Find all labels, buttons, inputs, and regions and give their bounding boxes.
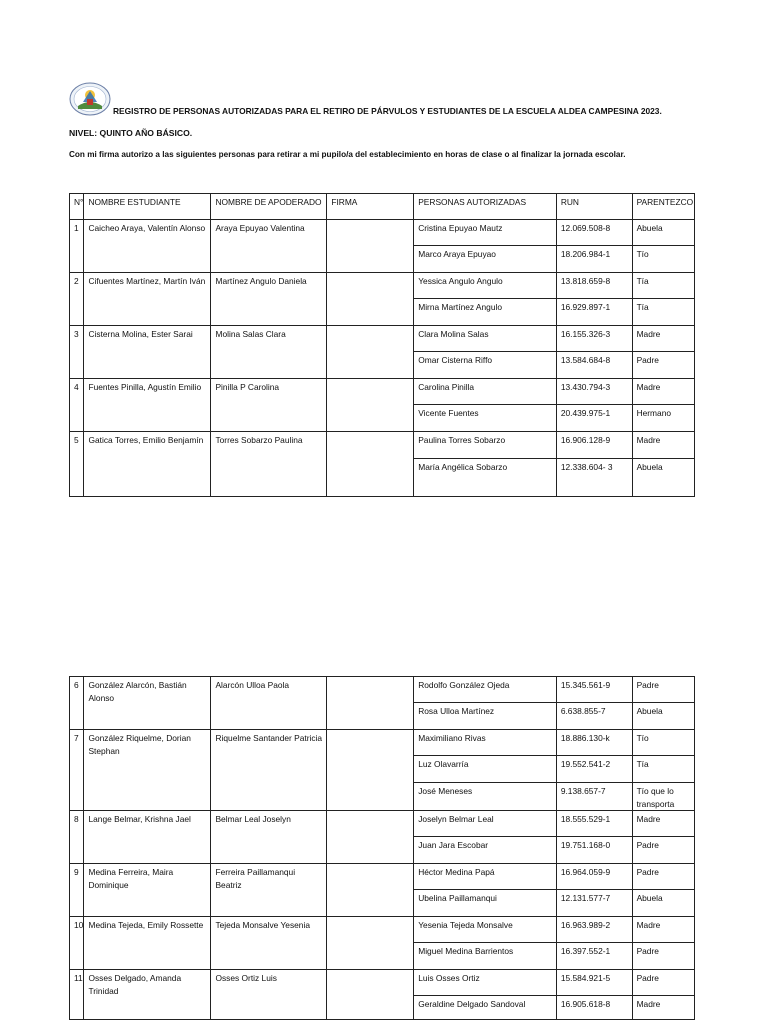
authorized-person-cell: Maximiliano Rivas xyxy=(414,730,557,756)
authorized-person-cell: Rodolfo González Ojeda xyxy=(414,677,557,703)
relationship-cell: Tía xyxy=(632,299,694,326)
column-header: PERSONAS AUTORIZADAS xyxy=(414,194,557,220)
signature-cell[interactable] xyxy=(327,220,414,273)
guardian-name-cell: Torres Sobarzo Paulina xyxy=(211,432,327,497)
run-cell: 19.751.168-0 xyxy=(556,837,632,864)
relationship-cell: Madre xyxy=(632,917,694,943)
run-cell: 18.206.984-1 xyxy=(556,246,632,273)
authorized-person-cell: Marco Araya Epuyao xyxy=(414,246,557,273)
signature-cell[interactable] xyxy=(327,864,414,917)
student-name-cell: Medina Ferreira, Maira Dominique xyxy=(84,864,211,917)
table-header-row xyxy=(70,194,695,220)
relationship-cell: Padre xyxy=(632,970,694,996)
column-header: PARENTEZCO xyxy=(632,194,694,220)
signature-cell[interactable] xyxy=(327,730,414,811)
guardian-name-cell: Martínez Angulo Daniela xyxy=(211,273,327,326)
student-name-cell: Cisterna Molina, Ester Sarai xyxy=(84,326,211,379)
column-header: NOMBRE ESTUDIANTE xyxy=(84,194,211,220)
authorization-table-page1 xyxy=(69,193,695,497)
authorized-person-cell: Carolina Pinilla xyxy=(414,379,557,405)
authorized-person-cell: Héctor Medina Papá xyxy=(414,864,557,890)
guardian-name-cell: Belmar Leal Joselyn xyxy=(211,811,327,864)
run-cell: 12.069.508-8 xyxy=(556,220,632,246)
run-cell: 13.818.659-8 xyxy=(556,273,632,299)
authorized-person-cell: José Meneses xyxy=(414,783,557,811)
row-number-cell: 10 xyxy=(70,917,84,970)
row-number-cell: 9 xyxy=(70,864,84,917)
grade-level: NIVEL: QUINTO AÑO BÁSICO. xyxy=(69,128,193,138)
relationship-cell: Madre xyxy=(632,432,694,459)
authorized-person-cell: Mirna Martínez Angulo xyxy=(414,299,557,326)
signature-cell[interactable] xyxy=(327,326,414,379)
signature-cell[interactable] xyxy=(327,677,414,730)
guardian-name-cell: Pinilla P Carolina xyxy=(211,379,327,432)
relationship-cell: Abuela xyxy=(632,459,694,497)
run-cell: 9.138.657-7 xyxy=(556,783,632,811)
table-row xyxy=(70,730,695,756)
student-name-cell: Osses Delgado, Amanda Trinidad xyxy=(84,970,211,1020)
authorized-person-cell: Clara Molina Salas xyxy=(414,326,557,352)
table-row xyxy=(70,432,695,459)
run-cell: 13.430.794-3 xyxy=(556,379,632,405)
school-crest-icon xyxy=(69,82,111,116)
authorized-person-cell: Cristina Epuyao Mautz xyxy=(414,220,557,246)
relationship-cell: Abuela xyxy=(632,220,694,246)
relationship-cell: Hermano xyxy=(632,405,694,432)
column-header: N° xyxy=(70,194,84,220)
authorized-person-cell: Omar Cisterna Riffo xyxy=(414,352,557,379)
student-name-cell: Fuentes Pinilla, Agustín Emilio xyxy=(84,379,211,432)
table-row xyxy=(70,917,695,943)
relationship-cell: Padre xyxy=(632,677,694,703)
relationship-cell: Abuela xyxy=(632,890,694,917)
run-cell: 16.906.128-9 xyxy=(556,432,632,459)
table-row xyxy=(70,864,695,890)
column-header: RUN xyxy=(556,194,632,220)
row-number-cell: 2 xyxy=(70,273,84,326)
authorization-table-page2 xyxy=(69,676,695,1020)
run-cell: 18.555.529-1 xyxy=(556,811,632,837)
signature-cell[interactable] xyxy=(327,273,414,326)
run-cell: 12.338.604- 3 xyxy=(556,459,632,497)
run-cell: 16.397.552-1 xyxy=(556,943,632,970)
table-row xyxy=(70,970,695,996)
guardian-name-cell: Tejeda Monsalve Yesenia xyxy=(211,917,327,970)
run-cell: 15.345.561-9 xyxy=(556,677,632,703)
table-row xyxy=(70,326,695,352)
relationship-cell: Tía xyxy=(632,273,694,299)
authorized-person-cell: Vicente Fuentes xyxy=(414,405,557,432)
row-number-cell: 8 xyxy=(70,811,84,864)
consent-statement: Con mi firma autorizo a las siguientes personas para retirar a mi pupilo/a del establecimiento en horas de clase o al finalizar la jornada escolar. xyxy=(69,150,626,159)
relationship-cell: Tío xyxy=(632,246,694,273)
student-name-cell: Caicheo Araya, Valentín Alonso xyxy=(84,220,211,273)
authorized-person-cell: Miguel Medina Barrientos xyxy=(414,943,557,970)
table-row xyxy=(70,273,695,299)
authorized-person-cell: Juan Jara Escobar xyxy=(414,837,557,864)
relationship-cell: Tía xyxy=(632,756,694,783)
table-row xyxy=(70,811,695,837)
row-number-cell: 5 xyxy=(70,432,84,497)
signature-cell[interactable] xyxy=(327,811,414,864)
relationship-cell: Padre xyxy=(632,943,694,970)
relationship-cell: Padre xyxy=(632,837,694,864)
signature-cell[interactable] xyxy=(327,917,414,970)
student-name-cell: González Alarcón, Bastián Alonso xyxy=(84,677,211,730)
authorized-person-cell: Luis Osses Ortiz xyxy=(414,970,557,996)
guardian-name-cell: Osses Ortiz Luis xyxy=(211,970,327,1020)
authorized-person-cell: Luz Olavarría xyxy=(414,756,557,783)
run-cell: 16.964.059-9 xyxy=(556,864,632,890)
guardian-name-cell: Ferreira Paillamanqui Beatriz xyxy=(211,864,327,917)
signature-cell[interactable] xyxy=(327,432,414,497)
run-cell: 6.638.855-7 xyxy=(556,703,632,730)
guardian-name-cell: Molina Salas Clara xyxy=(211,326,327,379)
run-cell: 12.131.577-7 xyxy=(556,890,632,917)
row-number-cell: 6 xyxy=(70,677,84,730)
table-row xyxy=(70,220,695,246)
guardian-name-cell: Araya Epuyao Valentina xyxy=(211,220,327,273)
row-number-cell: 3 xyxy=(70,326,84,379)
run-cell: 19.552.541-2 xyxy=(556,756,632,783)
authorized-person-cell: Yesenia Tejeda Monsalve xyxy=(414,917,557,943)
relationship-cell: Madre xyxy=(632,996,694,1020)
run-cell: 20.439.975-1 xyxy=(556,405,632,432)
authorized-person-cell: Paulina Torres Sobarzo xyxy=(414,432,557,459)
relationship-cell: Tío xyxy=(632,730,694,756)
table-row xyxy=(70,677,695,703)
row-number-cell: 11 xyxy=(70,970,84,1020)
guardian-name-cell: Riquelme Santander Patricia xyxy=(211,730,327,811)
guardian-name-cell: Alarcón Ulloa Paola xyxy=(211,677,327,730)
run-cell: 16.155.326-3 xyxy=(556,326,632,352)
row-number-cell: 1 xyxy=(70,220,84,273)
run-cell: 18.886.130-k xyxy=(556,730,632,756)
authorized-person-cell: Geraldine Delgado Sandoval xyxy=(414,996,557,1020)
student-name-cell: Cifuentes Martínez, Martín Iván xyxy=(84,273,211,326)
run-cell: 16.929.897-1 xyxy=(556,299,632,326)
student-name-cell: Medina Tejeda, Emily Rossette xyxy=(84,917,211,970)
authorized-person-cell: Rosa Ulloa Martínez xyxy=(414,703,557,730)
signature-cell[interactable] xyxy=(327,970,414,1020)
student-name-cell: González Riquelme, Dorian Stephan xyxy=(84,730,211,811)
authorized-person-cell: Ubelina Paillamanqui xyxy=(414,890,557,917)
authorized-person-cell: Joselyn Belmar Leal xyxy=(414,811,557,837)
relationship-cell: Tío que lo transporta xyxy=(632,783,694,811)
relationship-cell: Madre xyxy=(632,811,694,837)
document-title: REGISTRO DE PERSONAS AUTORIZADAS PARA EL RETIRO DE PÁRVULOS Y ESTUDIANTES DE LA ESCUELA ALDEA CAMPESINA 2023. xyxy=(113,106,662,116)
column-header: NOMBRE DE APODERADO xyxy=(211,194,327,220)
run-cell: 16.905.618-8 xyxy=(556,996,632,1020)
relationship-cell: Madre xyxy=(632,326,694,352)
relationship-cell: Padre xyxy=(632,864,694,890)
relationship-cell: Madre xyxy=(632,379,694,405)
student-name-cell: Lange Belmar, Krishna Jael xyxy=(84,811,211,864)
relationship-cell: Abuela xyxy=(632,703,694,730)
row-number-cell: 7 xyxy=(70,730,84,811)
authorized-person-cell: María Angélica Sobarzo xyxy=(414,459,557,497)
signature-cell[interactable] xyxy=(327,379,414,432)
student-name-cell: Gatica Torres, Emilio Benjamín xyxy=(84,432,211,497)
run-cell: 13.584.684-8 xyxy=(556,352,632,379)
run-cell: 15.584.921-5 xyxy=(556,970,632,996)
authorized-person-cell: Yessica Angulo Angulo xyxy=(414,273,557,299)
column-header: FIRMA xyxy=(327,194,414,220)
run-cell: 16.963.989-2 xyxy=(556,917,632,943)
relationship-cell: Padre xyxy=(632,352,694,379)
row-number-cell: 4 xyxy=(70,379,84,432)
table-row xyxy=(70,379,695,405)
